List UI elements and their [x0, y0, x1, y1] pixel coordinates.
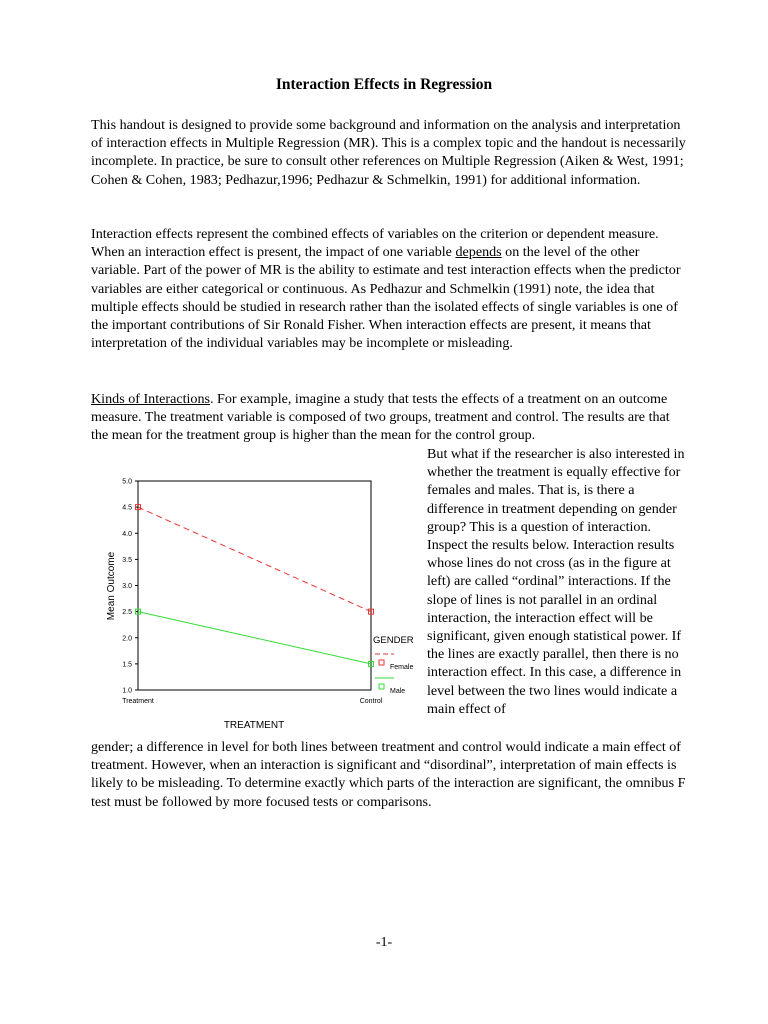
legend-female-marker: [379, 660, 384, 665]
y-tick-label: 2.0: [122, 635, 132, 643]
x-tick-treatment: Treatment: [122, 698, 154, 705]
legend-male-label: Male: [390, 688, 406, 695]
p2-text-b: on the level of the other variable. Part of the power of MR is the ability to estimate and test interaction effects when the predictor variables are either categorical or continuous. As Pedhazur and Schmelkin (1991) note, the idea that multiple effects should be studied in research rather than the isolated effects of single variables is one of the important contributions of Sir Ronald Fisher. When interaction effects are present, it means that interpretation of the individual variables may be incomplete or misleading.: [91, 244, 681, 352]
plot-frame: [138, 481, 371, 690]
series-layer: [136, 505, 374, 667]
page-number: -1-: [375, 935, 393, 950]
y-tick-label: 1.0: [122, 687, 132, 695]
interaction-line-chart: [100, 470, 425, 740]
series-line-female: [138, 507, 371, 612]
y-tick-label: 3.0: [122, 583, 132, 590]
legend-female-label: Female: [390, 664, 414, 671]
y-tick-label: 5.0: [122, 478, 132, 486]
intro-paragraph: This handout is designed to provide some background and information on the analysis and interpretation of interaction effects in Multiple Regression (MR). This is a complex topic and the handout is necessarily incomplete. In practice, be sure to consult other references on Multiple Regression (Aiken & West, 1991; Cohen & Cohen, 1983; Pedhazur,1996; Pedhazur & Schmelkin, 1991) for additional information.: [91, 117, 686, 188]
kinds-of-interactions-heading: Kinds of Interactions: [91, 391, 210, 407]
interaction-explanation-column: But what if the researcher is also interested in whether the treatment is equally effective for females and males. That is, is there a difference in treatment depending on gender group? This is a question of interaction. Inspect the results below. Interaction results whose lines do not cross (as in the figure at left) are called “ordinal” interactions. If the slope of lines is not parallel in an ordinal interaction, the interaction effect will be significant, given enough statistical power. If the lines are exactly parallel, then there is no interaction effect. In this case, a difference in level between the two lines would indicate a main effect of: [427, 446, 685, 717]
main-effects-paragraph: gender; a difference in level for both lines between treatment and control would indicate a main effect of treatment. However, when an interaction is significant and “disordinal”, interpretation of main effects is likely to be misleading. To determine exactly which parts of the interaction are significant, the omnibus F test must be followed by more focused tests or comparisons.: [91, 739, 686, 810]
kinds-of-interactions-paragraph: [91, 390, 686, 445]
y-tick-label: 4.0: [122, 530, 132, 538]
y-tick-label: 1.5: [122, 661, 132, 669]
y-axis-ticks: [122, 479, 138, 695]
series-line-male: [138, 612, 371, 664]
page-title: Interaction Effects in Regression: [275, 76, 493, 93]
y-tick-label: 2.5: [122, 609, 132, 617]
x-axis-label: TREATMENT: [223, 720, 285, 731]
y-tick-label: 3.5: [122, 556, 132, 564]
p3-text: . For example, imagine a study that tests the effects of a treatment on an outcome measure. The treatment variable is composed of two groups, treatment and control. The results are that the mean for the treatment group is higher than the mean for the control group.: [91, 391, 670, 444]
p2-text-a: Interaction effects represent the combined effects of variables on the criterion or dependent measure. When an interaction effect is present, the impact of one variable: [91, 226, 659, 261]
depends-underlined: depends: [455, 244, 502, 261]
y-tick-label: 4.5: [122, 504, 132, 512]
legend-male-marker: [379, 684, 384, 689]
legend-title: GENDER: [373, 635, 414, 646]
x-tick-control: Control: [359, 698, 383, 705]
y-axis-label: Mean Outcome: [106, 551, 117, 621]
interaction-effects-paragraph: [91, 225, 686, 352]
